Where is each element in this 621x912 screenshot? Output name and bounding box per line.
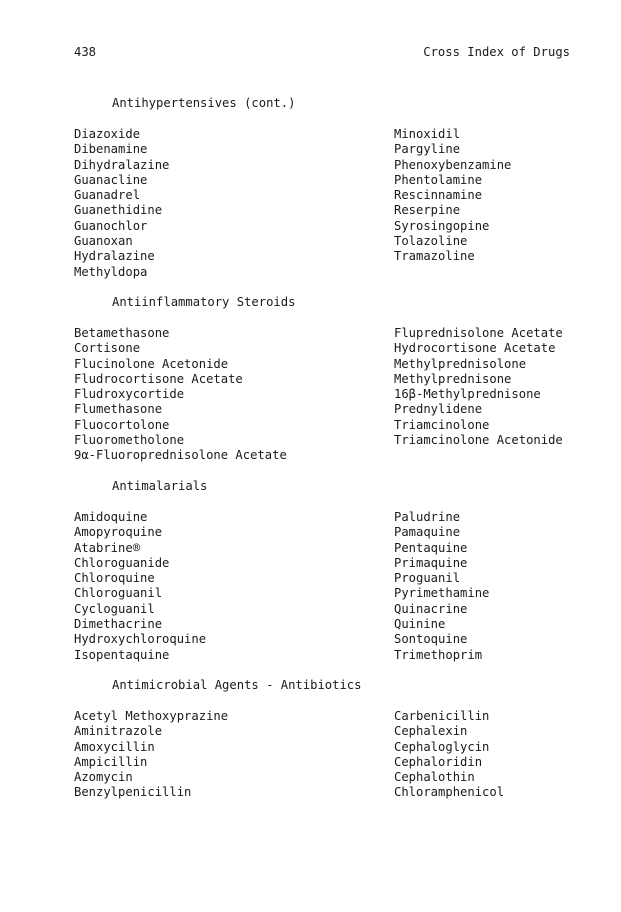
page-number: 438	[74, 45, 97, 59]
drug-name: Proguanil	[394, 571, 461, 586]
drug-name: Triamcinolone Acetonide	[394, 433, 563, 448]
left-column	[74, 326, 287, 464]
drug-name: Fludroxycortide	[74, 387, 185, 402]
drug-name: Diazoxide	[74, 127, 141, 141]
drug-name: Flumethasone	[74, 402, 163, 417]
drug-name: Hydrocortisone Acetate	[394, 341, 556, 356]
drug-name: Ampicillin	[74, 754, 148, 769]
drug-name: Minoxidil	[394, 127, 461, 141]
drug-name: Guanochlor	[74, 218, 148, 233]
left-column	[74, 510, 206, 663]
drug-name: Dibenamine	[74, 142, 148, 157]
drug-name: Guanoxan	[74, 234, 133, 249]
drug-name: Chloroguanil	[74, 586, 163, 601]
drug-name: Fluocortolone	[74, 417, 170, 432]
drug-name: Acetyl Methoxyprazine	[74, 709, 229, 723]
drug-name: Phentolamine	[394, 172, 483, 187]
right-column	[394, 326, 563, 448]
drug-name: Syrosingopine	[394, 218, 490, 233]
section-heading: Antiinflammatory Steroids	[112, 295, 296, 309]
drug-name: Amoxycillin	[74, 739, 155, 754]
drug-name: Methyldopa	[74, 264, 148, 279]
left-column	[74, 127, 169, 280]
drug-name: Guanethidine	[74, 203, 163, 218]
drug-name: Guanacline	[74, 172, 148, 187]
drug-name: Fluprednisolone Acetate	[394, 326, 563, 340]
drug-name: Hydroxychloroquine	[74, 632, 207, 647]
left-column	[74, 709, 228, 801]
drug-name: Tramazoline	[394, 249, 475, 264]
drug-name: 9α-Fluoroprednisolone Acetate	[74, 448, 287, 463]
drug-name: Phenoxybenzamine	[394, 157, 512, 172]
drug-name: Paludrine	[394, 510, 461, 524]
drug-name: Azomycin	[74, 770, 133, 785]
right-column	[394, 127, 511, 265]
drug-name: Quinine	[394, 617, 446, 632]
drug-name: Trimethoprim	[394, 647, 483, 662]
drug-name: Quinacrine	[394, 601, 468, 616]
drug-name: Amopyroquine	[74, 525, 163, 540]
drug-name: Pentaquine	[394, 540, 468, 555]
drug-name: Tolazoline	[394, 234, 468, 249]
drug-name: Methylprednisolone	[394, 356, 527, 371]
drug-name: Cycloguanil	[74, 601, 155, 616]
section-heading: Antihypertensives (cont.)	[112, 96, 296, 110]
right-column	[394, 709, 504, 801]
section-heading: Antimalarials	[112, 479, 208, 493]
drug-name: Atabrine®	[74, 540, 141, 555]
drug-name: Carbenicillin	[394, 709, 490, 723]
drug-name: Pyrimethamine	[394, 586, 490, 601]
drug-name: Chloroguanide	[74, 555, 170, 570]
drug-name: Benzylpenicillin	[74, 785, 192, 800]
drug-name: Flucinolone Acetonide	[74, 356, 229, 371]
drug-name: Isopentaquine	[74, 647, 170, 662]
drug-name: Cephaloridin	[394, 754, 483, 769]
drug-name: Dihydralazine	[74, 157, 170, 172]
drug-name: Cortisone	[74, 341, 141, 356]
right-column	[394, 510, 489, 663]
drug-name: Amidoquine	[74, 510, 148, 524]
drug-name: Primaquine	[394, 555, 468, 570]
drug-name: Aminitrazole	[74, 724, 163, 739]
drug-name: Reserpine	[394, 203, 461, 218]
drug-name: Dimethacrine	[74, 617, 163, 632]
drug-name: Prednylidene	[394, 402, 483, 417]
drug-name: Cephalothin	[394, 770, 475, 785]
drug-name: Rescinnamine	[394, 188, 483, 203]
drug-name: Cephalexin	[394, 724, 468, 739]
section-heading: Antimicrobial Agents - Antibiotics	[112, 678, 362, 692]
drug-name: Pamaquine	[394, 525, 461, 540]
drug-name: Fludrocortisone Acetate	[74, 371, 243, 386]
drug-name: Chloroquine	[74, 571, 155, 586]
drug-name: Methylprednisone	[394, 371, 512, 386]
drug-name: Fluorometholone	[74, 433, 185, 448]
drug-name: Guanadrel	[74, 188, 141, 203]
drug-name: Cephaloglycin	[394, 739, 490, 754]
drug-name: Hydralazine	[74, 249, 155, 264]
drug-name: Chloramphenicol	[394, 785, 505, 800]
drug-name: Pargyline	[394, 142, 461, 157]
running-title: Cross Index of Drugs	[423, 45, 570, 59]
drug-name: 16β-Methylprednisone	[394, 387, 541, 402]
drug-name: Triamcinolone	[394, 417, 490, 432]
drug-name: Betamethasone	[74, 326, 170, 340]
drug-name: Sontoquine	[394, 632, 468, 647]
